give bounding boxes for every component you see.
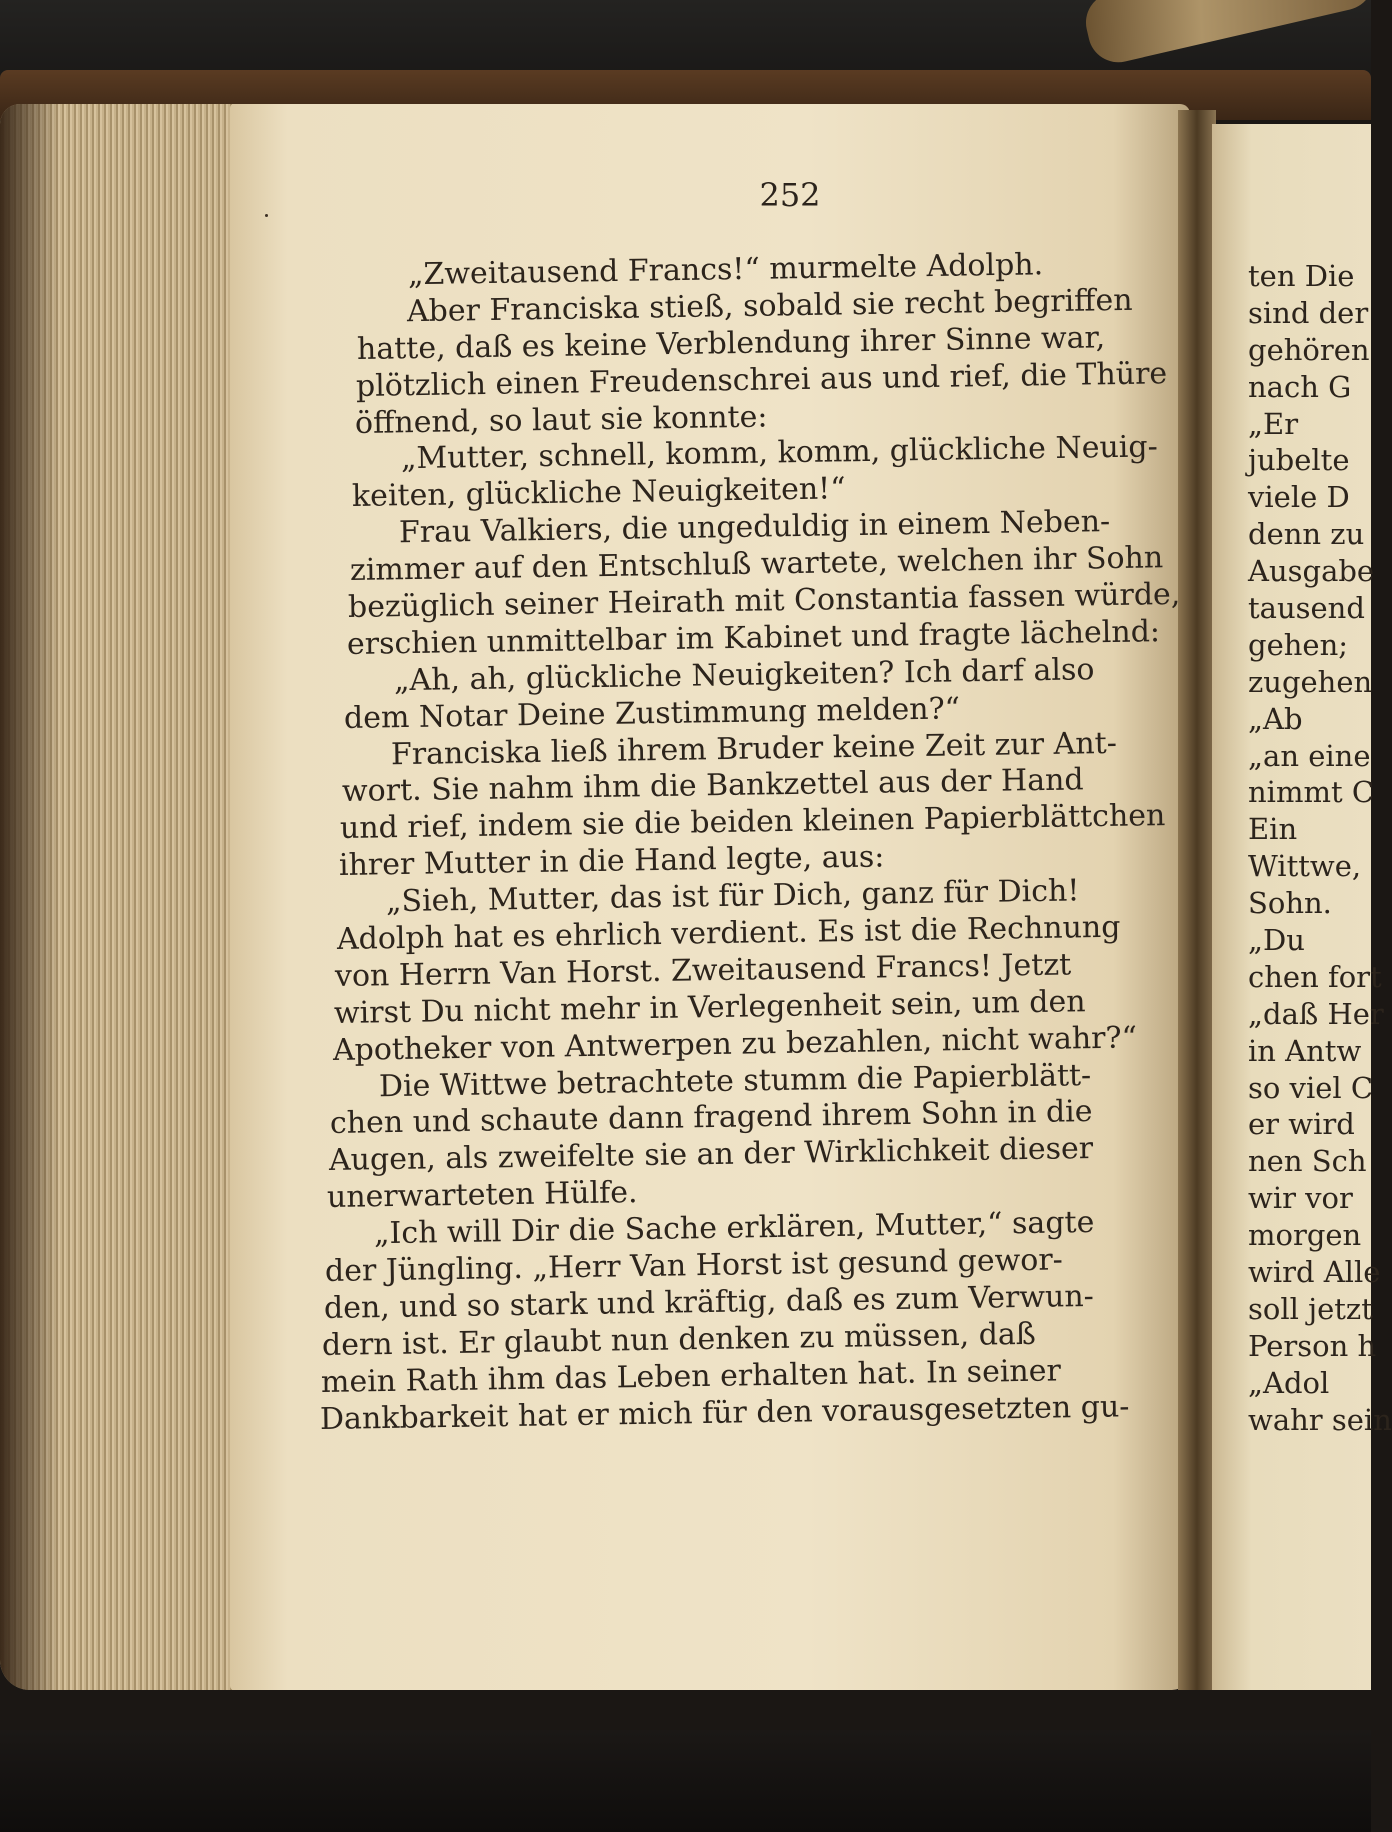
text-line: nach G — [1248, 369, 1352, 404]
text-line: Wittwe, — [1248, 849, 1362, 884]
text-line: Aber Franciska stieß, sobald sie recht begriffen — [406, 282, 1133, 330]
backdrop-bottom — [0, 1730, 1371, 1832]
text-line: morgen — [1248, 1218, 1362, 1253]
text-line: „Du — [1248, 923, 1305, 958]
text-line: ten Die — [1248, 259, 1355, 293]
text-line: von Herrn Van Horst. Zweitausend Francs! Jetzt — [334, 947, 1072, 994]
text-line: „Er — [1248, 406, 1299, 441]
text-line: Adolph hat es ehrlich verdient. Es ist die Rechnung — [336, 909, 1121, 958]
text-line: nen Sch — [1248, 1144, 1367, 1179]
text-line: wort. Sie nahm ihm die Bankzettel aus der Hand — [341, 762, 1084, 810]
text-line: dem Notar Deine Zustimmung melden?“ — [343, 691, 961, 736]
text-line: in Antw — [1248, 1033, 1362, 1068]
text-line: er wird — [1248, 1107, 1355, 1142]
ink-speck — [265, 214, 268, 217]
text-line: mein Rath ihm das Leben erhalten hat. In seiner — [320, 1353, 1062, 1400]
page-edges-shadow — [0, 104, 60, 1690]
text-line: zimmer auf den Entschluß wartete, welchen ihr Sohn — [349, 540, 1164, 589]
text-line: wird Alle — [1248, 1255, 1381, 1290]
text-line: Ausgabe — [1248, 554, 1375, 589]
text-line: wahr sein — [1248, 1402, 1392, 1437]
text-line: Frau Valkiers, die ungeduldig in einem Neben- — [398, 504, 1111, 551]
text-line: den, und so stark und kräftig, daß es zum Verwun- — [323, 1278, 1095, 1326]
text-line: „Ab — [1248, 701, 1303, 736]
text-line: öffnend, so laut sie konnte: — [354, 399, 768, 441]
text-line: Ein — [1248, 812, 1298, 847]
text-line: wirst Du nicht mehr in Verlegenheit sein, um den — [333, 984, 1086, 1031]
text-line: soll jetzt — [1248, 1291, 1373, 1326]
text-line: wir vor — [1248, 1181, 1353, 1216]
text-line: „Mutter, schnell, komm, komm, glückliche Neuig- — [400, 429, 1158, 477]
text-line: plötzlich einen Freudenschrei aus und rief, die Thüre — [355, 355, 1168, 404]
text-line: „daß Her — [1248, 996, 1384, 1031]
text-line: viele D — [1248, 480, 1350, 515]
text-line: ihrer Mutter in die Hand legte, aus: — [338, 839, 885, 884]
text-line: bezüglich seiner Heirath mit Constantia fassen würde, — [347, 576, 1181, 626]
text-line: gehören — [1248, 332, 1370, 367]
text-line: tausend — [1248, 591, 1365, 626]
text-line: „an eine — [1248, 738, 1371, 773]
text-line: chen und schaute dann fragend ihrem Sohn in die — [329, 1094, 1093, 1142]
text-line: chen fort — [1248, 959, 1382, 994]
left-page-text — [319, 247, 1181, 1439]
text-line: erschien unmittelbar im Kabinet und fragte lächelnd: — [346, 614, 1161, 662]
text-line: Augen, als zweifelte sie an der Wirklichkeit dieser — [328, 1131, 1094, 1179]
text-line: Apotheker von Antwerpen zu bezahlen, nicht wahr?“ — [332, 1020, 1138, 1068]
right-page-text — [1248, 258, 1392, 1439]
text-line: so viel C — [1248, 1070, 1374, 1105]
text-line: gehen; — [1248, 627, 1349, 662]
text-line: zugehen — [1248, 664, 1373, 699]
text-line: jubelte — [1248, 443, 1350, 478]
text-line: „Zweitausend Francs!“ murmelte Adolph. — [407, 247, 1044, 293]
text-line: „Adol — [1248, 1365, 1330, 1400]
text-line: sind der — [1248, 295, 1369, 330]
text-line: „Ich will Dir die Sache erklären, Mutter,“ sagte — [373, 1205, 1095, 1252]
page-number: 252 — [759, 176, 821, 214]
text-line: Franciska ließ ihrem Bruder keine Zeit zur Ant- — [390, 725, 1118, 772]
text-line: Dankbarkeit hat er mich für den vorausgesetzten gu- — [319, 1388, 1130, 1437]
text-line: dern ist. Er glaubt nun denken zu müssen, daß — [321, 1316, 1037, 1363]
text-line: keiten, glückliche Neuigkeiten!“ — [351, 471, 846, 515]
text-line: der Jüngling. „Herr Van Horst ist gesund gewor- — [324, 1242, 1064, 1290]
text-line: hatte, daß es keine Verblendung ihrer Sinne war, — [356, 320, 1106, 367]
text-line: und rief, indem sie die beiden kleinen Papierblättchen — [339, 798, 1166, 847]
book-gutter — [1178, 110, 1216, 1690]
text-line: Die Wittwe betrachtete stumm die Papierblätt- — [378, 1057, 1092, 1104]
text-line: Sohn. — [1248, 886, 1332, 921]
text-line: unerwarteten Hülfe. — [326, 1175, 638, 1216]
text-line: Person h — [1248, 1328, 1377, 1363]
text-line: „Ah, ah, glückliche Neuigkeiten? Ich darf also — [393, 652, 1095, 699]
text-line: nimmt C — [1248, 775, 1375, 810]
text-line: denn zu — [1248, 517, 1365, 552]
text-line: „Sieh, Mutter, das ist für Dich, ganz für Dich! — [385, 873, 1080, 920]
